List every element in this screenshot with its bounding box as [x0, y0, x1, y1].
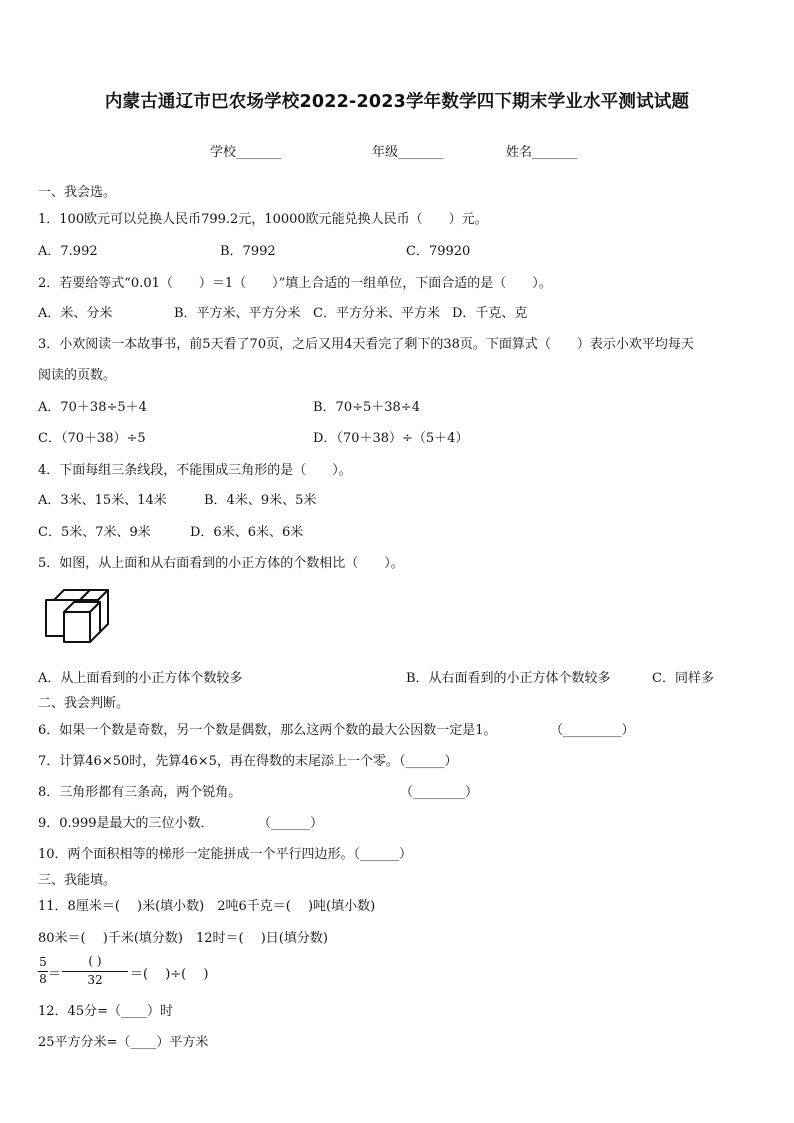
question-6-text: 6．如果一个数是奇数，另一个数是偶数，那么这两个数的最大公因数一定是1。	[38, 723, 497, 738]
blank-numerator[interactable]: ( )	[88, 954, 102, 968]
question-5-stem: 5．如图，从上面和从右面看到的小正方体的个数相比（ ）。	[38, 556, 404, 571]
question-2-option-a: A．米、分米	[38, 306, 113, 321]
question-1-option-b: B．7992	[220, 244, 276, 259]
question-2-stem: 2．若要给等式“0.01（ ）＝1（ ）”填上合适的一组单位，下面合适的是（ ）。	[38, 276, 552, 291]
question-1-stem: 1．100欧元可以兑换人民币799.2元，10000欧元能兑换人民币（ ）元。	[38, 212, 488, 227]
question-12-line-1: 12．45分=（____）时	[38, 1004, 173, 1019]
question-3-option-d: D．（70＋38）÷（5＋4）	[313, 431, 469, 446]
question-12-line-2: 25平方分米=（____）平方米	[38, 1035, 209, 1050]
question-2-option-c: C．平方分米、平方米	[313, 306, 440, 321]
section-heading-judge: 二、我会判断。	[38, 696, 130, 711]
question-1-option-c: C．79920	[406, 244, 471, 259]
question-5-option-c: C．同样多	[652, 671, 714, 686]
question-10-text: 10．两个面积相等的梯形一定能拼成一个平行四边形。（______）	[38, 847, 413, 862]
blank-fraction-bar	[62, 971, 128, 972]
question-11-line-2: 80米＝( )千米(填分数) 12时＝( )日(填分数)	[38, 931, 328, 946]
grade-field: 年级_______	[372, 145, 444, 160]
question-8-text: 8．三角形都有三条高，两个锐角。	[38, 785, 242, 800]
question-4-option-c: C．5米、7米、9米	[38, 525, 151, 540]
school-field: 学校_______	[210, 145, 282, 160]
question-2-option-d: D．千克、克	[452, 306, 528, 321]
division-expression: ＝( )÷( )	[130, 967, 209, 982]
fraction-denominator: 8	[39, 972, 47, 986]
question-8-answer-blank[interactable]: （________）	[400, 785, 479, 800]
question-3-option-c: C．（70＋38）÷5	[38, 431, 146, 446]
question-11-line-1: 11．8厘米＝( )米(填小数) 2吨6千克＝( )吨(填小数)	[38, 899, 376, 914]
question-4-option-d: D．6米、6米、6米	[190, 525, 304, 540]
exam-title: 内蒙古通辽市巴农场学校2022-2023学年数学四下期末学业水平测试试题	[104, 92, 690, 112]
question-5-option-b: B．从右面看到的小正方体个数较多	[406, 671, 611, 686]
question-6-answer-blank[interactable]: （_________）	[550, 723, 635, 738]
question-3-stem-line-1: 3．小欢阅读一本故事书，前5天看了70页，之后又用4天看完了剩下的38页。下面算式（ ）表示小欢平均每天	[38, 337, 694, 352]
name-field: 姓名_______	[506, 145, 578, 160]
question-4-option-b: B．4米、9米、5米	[204, 493, 317, 508]
equals-sign: ＝	[48, 967, 62, 982]
question-5-option-a: A．从上面看到的小正方体个数较多	[38, 671, 243, 686]
section-heading-choice: 一、我会选。	[38, 185, 117, 200]
blank-denominator: 32	[87, 973, 103, 987]
question-3-stem-line-2: 阅读的页数。	[38, 368, 117, 383]
cube-stack-figure	[44, 588, 114, 644]
question-4-stem: 4．下面每组三条线段，不能围成三角形的是（ ）。	[38, 463, 352, 478]
question-9-text: 9．0.999是最大的三位小数．	[38, 816, 214, 831]
question-2-option-b: B．平方米、平方分米	[174, 306, 301, 321]
question-9-answer-blank[interactable]: （______）	[258, 816, 324, 831]
question-4-option-a: A．3米、15米、14米	[38, 493, 167, 508]
question-1-option-a: A．7.992	[38, 244, 98, 259]
fraction-numerator: 5	[39, 955, 47, 969]
question-3-option-b: B．70÷5＋38÷4	[313, 400, 420, 415]
section-heading-fill: 三、我能填。	[38, 873, 117, 888]
question-7-text: 7．计算46×50时，先算46×5，再在得数的末尾添上一个零。（______）	[38, 754, 458, 769]
question-3-option-a: A．70＋38÷5＋4	[38, 400, 147, 415]
